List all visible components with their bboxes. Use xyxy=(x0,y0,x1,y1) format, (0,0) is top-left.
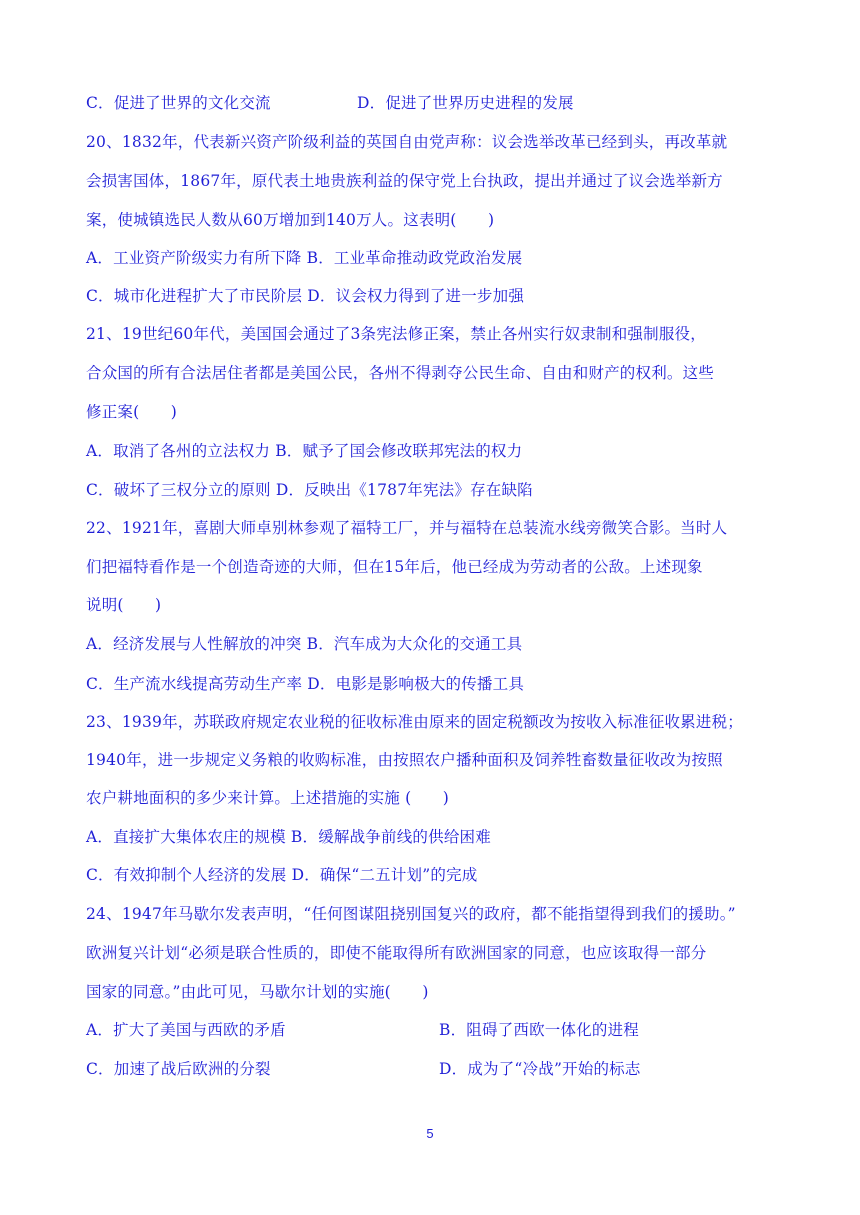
q19-options-cd xyxy=(86,92,786,114)
q23-options-ab: A．直接扩大集体农庄的规模 B．缓解战争前线的供给困难 xyxy=(86,828,491,846)
option-c: C．加速了战后欧洲的分裂 xyxy=(86,1060,271,1078)
q22-stem-line-1: 22、1921年，喜剧大师卓别林参观了福特工厂，并与福特在总装流水线旁微笑合影。当时人 xyxy=(86,519,728,537)
q24-stem-line-1: 24、1947年马歇尔发表声明，“任何图谋阻挠别国复兴的政府，都不能指望得到我们的援助。” xyxy=(86,905,736,923)
q24-stem-line-3: 国家的同意。”由此可见，马歇尔计划的实施( ) xyxy=(86,983,429,1001)
option-c: C．促进了世界的文化交流 xyxy=(86,94,271,112)
q20-options-cd: C．城市化进程扩大了市民阶层 D．议会权力得到了进一步加强 xyxy=(86,287,525,305)
q23-stem-line-1: 23、1939年，苏联政府规定农业税的征收标准由原来的固定税额改为按收入标准征收累进税； xyxy=(86,713,743,731)
option-d: D．成为了“冷战”开始的标志 xyxy=(439,1060,641,1078)
option-b: B．阻碍了西欧一体化的进程 xyxy=(439,1021,639,1039)
q20-stem-line-2: 会损害国体，1867年，原代表土地贵族利益的保守党上台执政，提出并通过了议会选举新方 xyxy=(86,172,723,190)
q24-options-cd xyxy=(86,1058,786,1080)
q21-stem-line-3: 修正案( ) xyxy=(86,403,177,421)
q21-options-ab: A．取消了各州的立法权力 B．赋予了国会修改联邦宪法的权力 xyxy=(86,442,523,460)
option-d: D．促进了世界历史进程的发展 xyxy=(357,94,574,112)
q22-stem-line-3: 说明( ) xyxy=(86,596,162,614)
q24-stem-line-2: 欧洲复兴计划“必须是联合性质的，即使不能取得所有欧洲国家的同意，也应该取得一部分 xyxy=(86,944,707,962)
q23-options-cd: C．有效抑制个人经济的发展 D．确保“二五计划”的完成 xyxy=(86,866,478,884)
q21-options-cd: C．破坏了三权分立的原则 D．反映出《1787年宪法》存在缺陷 xyxy=(86,481,533,499)
q20-options-ab: A．工业资产阶级实力有所下降 B．工业革命推动政党政治发展 xyxy=(86,249,523,267)
q20-stem-line-3: 案，使城镇选民人数从60万增加到140万人。这表明( ) xyxy=(86,211,495,229)
q23-stem-line-2: 1940年，进一步规定义务粮的收购标准，由按照农户播种面积及饲养牲畜数量征收改为按照 xyxy=(86,751,723,769)
q22-options-cd: C．生产流水线提高劳动生产率 D．电影是影响极大的传播工具 xyxy=(86,675,525,693)
q21-stem-line-1: 21、19世纪60年代，美国国会通过了3条宪法修正案，禁止各州实行奴隶制和强制服役， xyxy=(86,325,706,343)
option-a: A．扩大了美国与西欧的矛盾 xyxy=(86,1021,286,1039)
page-number: 5 xyxy=(426,1126,434,1141)
q21-stem-line-2: 合众国的所有合法居住者都是美国公民，各州不得剥夺公民生命、自由和财产的权利。这些 xyxy=(86,364,715,382)
q23-stem-line-3: 农户耕地面积的多少来计算。上述措施的实施 ( ) xyxy=(86,789,450,807)
q22-options-ab: A．经济发展与人性解放的冲突 B．汽车成为大众化的交通工具 xyxy=(86,635,523,653)
q24-options-ab xyxy=(86,1019,786,1041)
q22-stem-line-2: 们把福特看作是一个创造奇迹的大师，但在15年后，他已经成为劳动者的公敌。上述现象 xyxy=(86,558,703,576)
q20-stem-line-1: 20、1832年，代表新兴资产阶级利益的英国自由党声称：议会选举改革已经到头，再改革就 xyxy=(86,133,728,151)
